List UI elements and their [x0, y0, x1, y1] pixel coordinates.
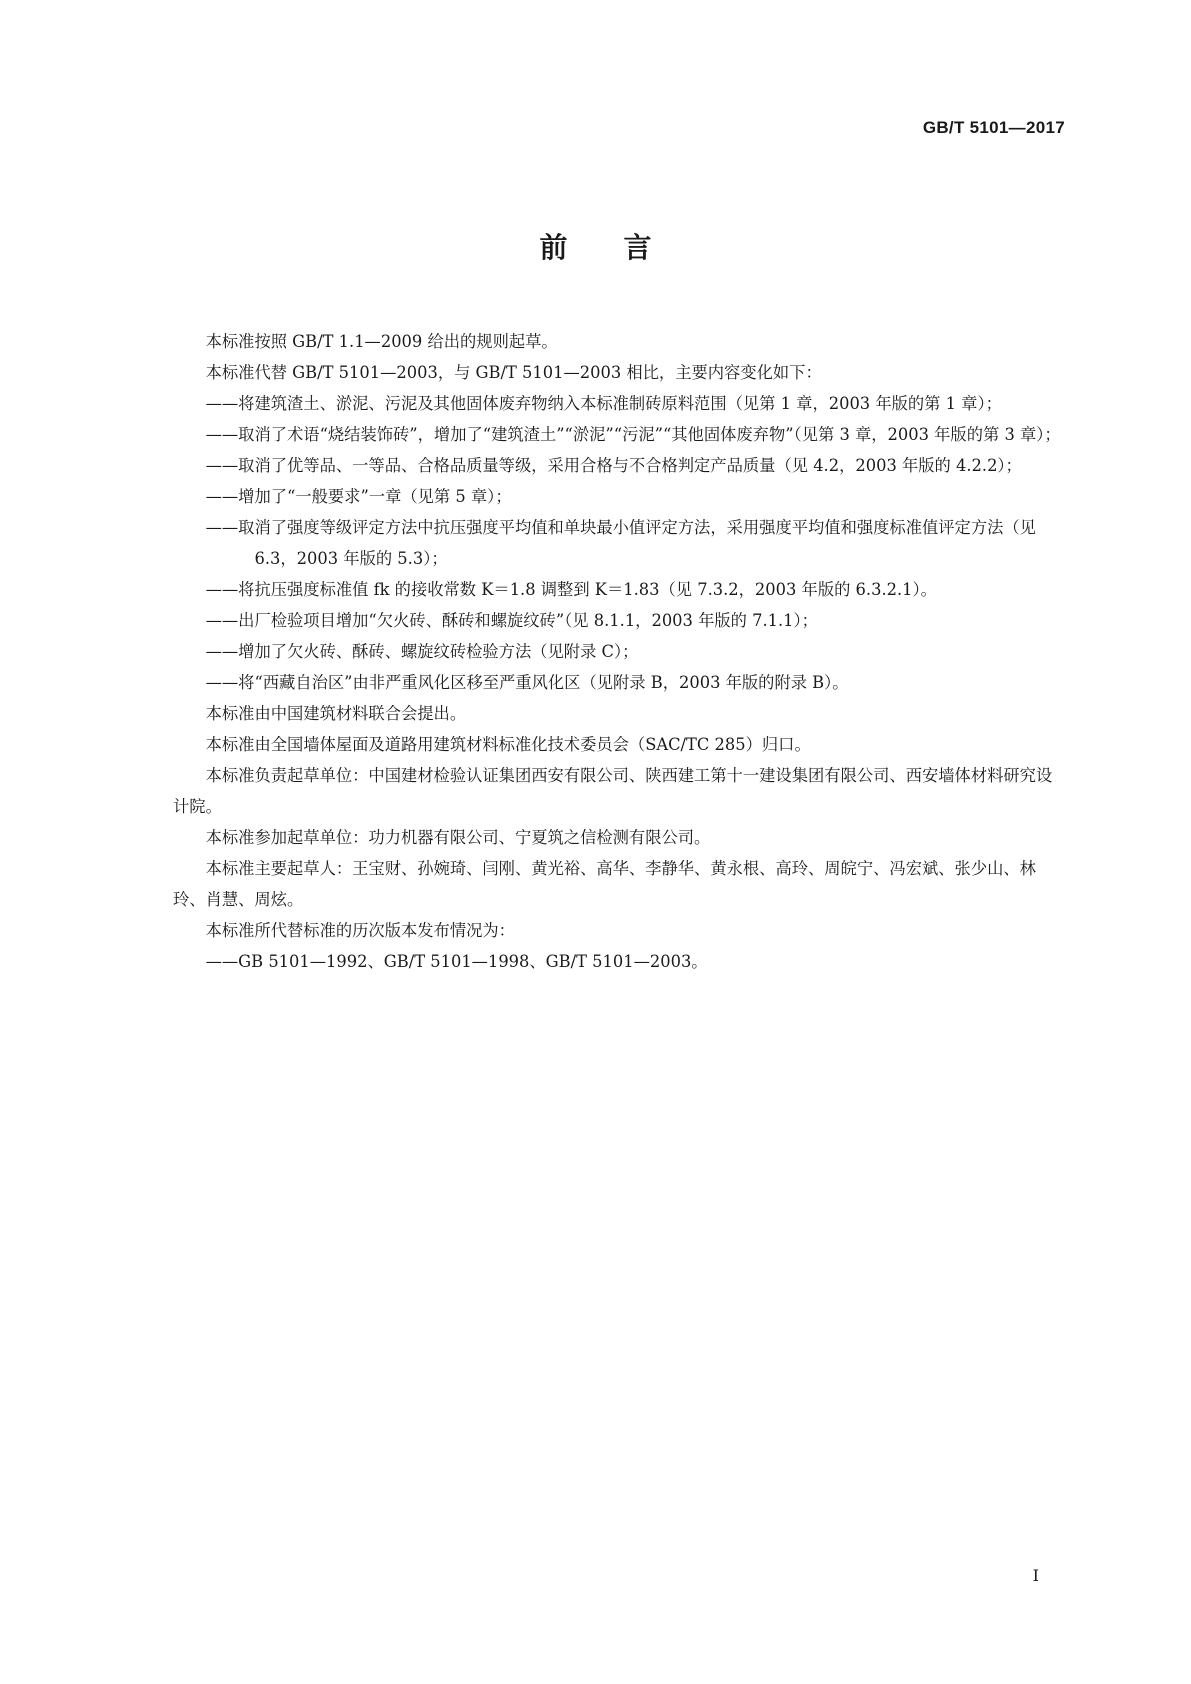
paragraph-responsible-units: 本标准负责起草单位：中国建材检验认证集团西安有限公司、陕西建工第十一建设集团有限公司、西安墙体材料研究设计院。	[173, 766, 1053, 816]
page-title: 前 言	[539, 231, 652, 264]
paragraph-proposer: 本标准由中国建筑材料联合会提出。	[205, 704, 467, 723]
paragraph-participating-units: 本标准参加起草单位：功力机器有限公司、宁夏筑之信检测有限公司。	[205, 828, 711, 847]
change-item: ——取消了强度等级评定方法中抗压强度平均值和单块最小值评定方法，采用强度平均值和强度标准值评定方法（见 6.3，2003 年版的 5.3）；	[205, 518, 1036, 568]
change-item: ——增加了“一般要求”一章（见第 5 章）；	[205, 487, 512, 506]
page-number: I	[1032, 1566, 1039, 1585]
change-item: ——将建筑渣土、淤泥、污泥及其他固体废弃物纳入本标准制砖原料范围（见第 1 章，2003 年版的第 1 章）；	[205, 394, 1002, 413]
foreword-body	[173, 326, 1063, 977]
history-item: ——GB 5101—1992、GB/T 5101—1998、GB/T 5101—2003。	[205, 952, 708, 971]
standard-code: GB/T 5101—2017	[922, 118, 1065, 137]
change-item: ——出厂检验项目增加“欠火砖、酥砖和螺旋纹砖”（见 8.1.1，2003 年版的 7.1.1）；	[205, 611, 818, 630]
change-item: ——将抗压强度标准值 fk 的接收常数 K＝1.8 调整到 K＝1.83（见 7.3.2，2003 年版的 6.3.2.1）。	[205, 580, 937, 599]
paragraph-replaces: 本标准代替 GB/T 5101—2003，与 GB/T 5101—2003 相比，主要内容变化如下：	[205, 363, 822, 382]
paragraph-committee: 本标准由全国墙体屋面及道路用建筑材料标准化技术委员会（SAC/TC 285）归口。	[205, 735, 811, 754]
change-item: ——将“西藏自治区”由非严重风化区移至严重风化区（见附录 B，2003 年版的附录 B）。	[205, 673, 849, 692]
change-item: ——取消了优等品、一等品、合格品质量等级，采用合格与不合格判定产品质量（见 4.2，2003 年版的 4.2.2）；	[205, 456, 1022, 475]
paragraph-drafting-rules: 本标准按照 GB/T 1.1—2009 给出的规则起草。	[205, 332, 558, 351]
change-item: ——增加了欠火砖、酥砖、螺旋纹砖检验方法（见附录 C）；	[205, 642, 639, 661]
change-item: ——取消了术语“烧结装饰砖”，增加了“建筑渣土”“淤泥”“污泥”“其他固体废弃物”（见第 3 章，2003 年版的第 3 章）；	[205, 425, 1061, 444]
paragraph-drafters: 本标准主要起草人：王宝财、孙婉琦、闫刚、黄光裕、高华、李静华、黄永根、高玲、周皖宁、冯宏斌、张少山、林玲、肖慧、周炫。	[173, 859, 1036, 909]
paragraph-history: 本标准所代替标准的历次版本发布情况为：	[205, 921, 515, 940]
